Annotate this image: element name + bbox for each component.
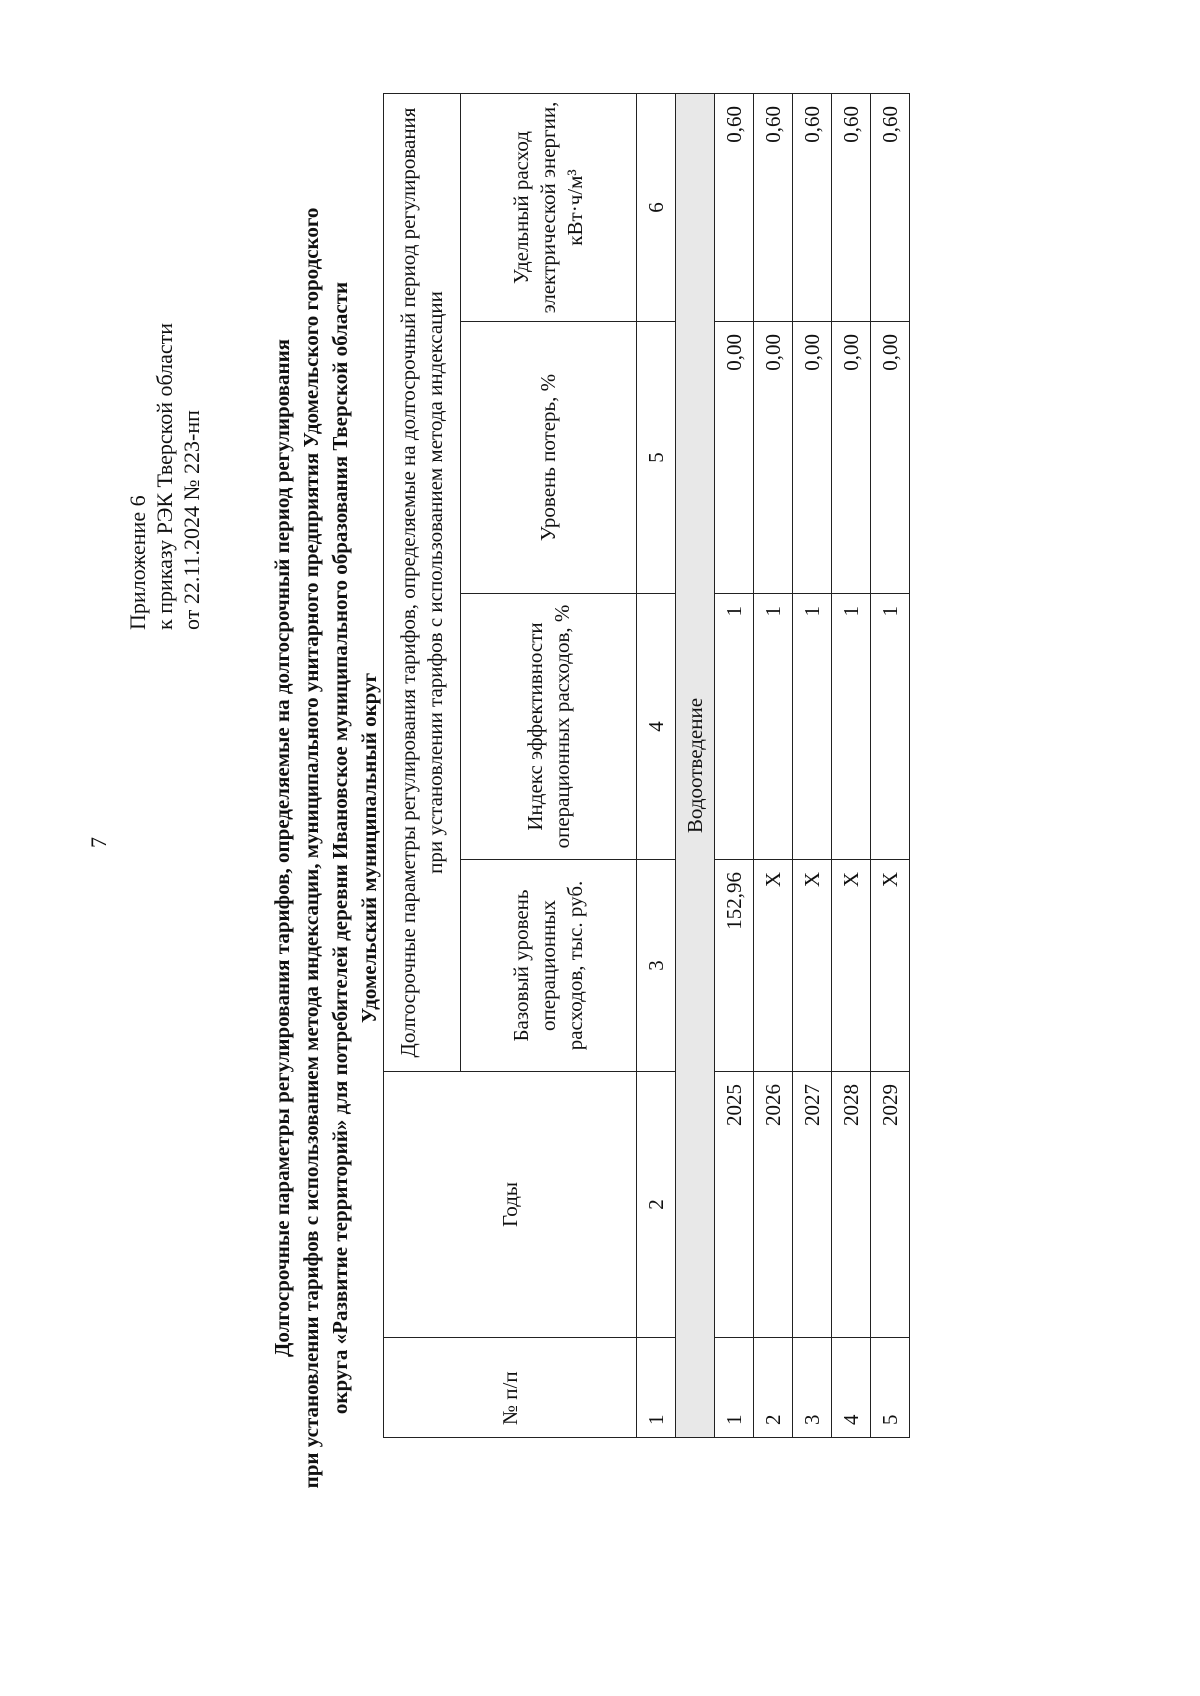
- row-loss-level: 0,00: [793, 322, 832, 594]
- header-efficiency-index: [461, 594, 637, 860]
- appendix-line-1: Приложение 6: [125, 495, 150, 630]
- column-number: 1: [637, 1338, 676, 1438]
- column-numbers-row: [637, 94, 676, 1438]
- row-energy: 0,60: [754, 94, 793, 322]
- row-base-opex: X: [793, 860, 832, 1072]
- row-base-opex: 152,96: [715, 860, 754, 1072]
- title-line-2: при установлении тарифов с использованием метода индексации, муниципального унитарного предприятия Удомельского городского: [299, 207, 323, 1489]
- column-number: 6: [637, 94, 676, 322]
- parameters-table: [383, 93, 910, 1438]
- header-energy-consumption-text: Удельный расход электрической энергии, кВт·ч/м³: [509, 101, 587, 314]
- header-loss-level-text: Уровень потерь, %: [536, 373, 560, 542]
- appendix-line-2: к приказу РЭК Тверской области: [152, 322, 177, 630]
- row-number: 4: [832, 1338, 871, 1438]
- table-row: [793, 94, 832, 1438]
- header-efficiency-index-text: Индекс эффективности операционных расходов, %: [522, 604, 574, 849]
- document-title: [268, 80, 384, 1616]
- title-line-4: Удомельский муниципальный округ: [357, 672, 381, 1024]
- appendix-block: [124, 323, 205, 630]
- page-number: 7: [86, 837, 111, 848]
- section-label: Водоотведение: [676, 94, 715, 1438]
- row-loss-level: 0,00: [832, 322, 871, 594]
- column-number: 5: [637, 322, 676, 594]
- appendix-line-3: от 22.11.2024 № 223-нп: [179, 410, 204, 630]
- header-base-opex-text: Базовый уровень операционных расходов, тыс. руб.: [509, 880, 587, 1051]
- row-number: 1: [715, 1338, 754, 1438]
- row-number: 2: [754, 1338, 793, 1438]
- header-loss-level: [461, 322, 637, 594]
- row-year: 2027: [793, 1072, 832, 1338]
- row-energy: 0,60: [871, 94, 910, 322]
- column-number: 2: [637, 1072, 676, 1338]
- table-row: [871, 94, 910, 1438]
- row-number: 3: [793, 1338, 832, 1438]
- row-loss-level: 0,00: [715, 322, 754, 594]
- row-efficiency-index: 1: [871, 594, 910, 860]
- title-line-3: округа «Развитие территорий» для потребителей деревни Ивановское муниципального образования Тверской области: [328, 281, 352, 1415]
- row-year: 2025: [715, 1072, 754, 1338]
- table-row: [715, 94, 754, 1438]
- header-years-text: Годы: [497, 1182, 522, 1227]
- row-efficiency-index: 1: [715, 594, 754, 860]
- header-energy-consumption: [461, 94, 637, 322]
- row-energy: 0,60: [715, 94, 754, 322]
- header-base-opex: [461, 860, 637, 1072]
- row-loss-level: 0,00: [871, 322, 910, 594]
- row-efficiency-index: 1: [793, 594, 832, 860]
- row-year: 2028: [832, 1072, 871, 1338]
- header-group: [384, 94, 461, 1072]
- column-number: 4: [637, 594, 676, 860]
- row-efficiency-index: 1: [754, 594, 793, 860]
- row-base-opex: X: [754, 860, 793, 1072]
- row-year: 2029: [871, 1072, 910, 1338]
- section-row: [676, 94, 715, 1438]
- row-energy: 0,60: [793, 94, 832, 322]
- row-loss-level: 0,00: [754, 322, 793, 594]
- column-number: 3: [637, 860, 676, 1072]
- row-base-opex: X: [871, 860, 910, 1072]
- table-row: [754, 94, 793, 1438]
- header-years: [384, 1072, 637, 1338]
- row-energy: 0,60: [832, 94, 871, 322]
- header-num: [384, 1338, 637, 1438]
- row-efficiency-index: 1: [832, 594, 871, 860]
- row-year: 2026: [754, 1072, 793, 1338]
- row-number: 5: [871, 1338, 910, 1438]
- row-base-opex: X: [832, 860, 871, 1072]
- table-row: [832, 94, 871, 1438]
- title-line-1: Долгосрочные параметры регулирования тарифов, определяемые на долгосрочный период регулирования: [270, 338, 294, 1358]
- header-group-text: Долгосрочные параметры регулирования тарифов, определяемые на долгосрочный период регулирования при установлении тарифов с использованием метода индексации: [396, 107, 447, 1058]
- header-num-text: № п/п: [497, 1371, 522, 1425]
